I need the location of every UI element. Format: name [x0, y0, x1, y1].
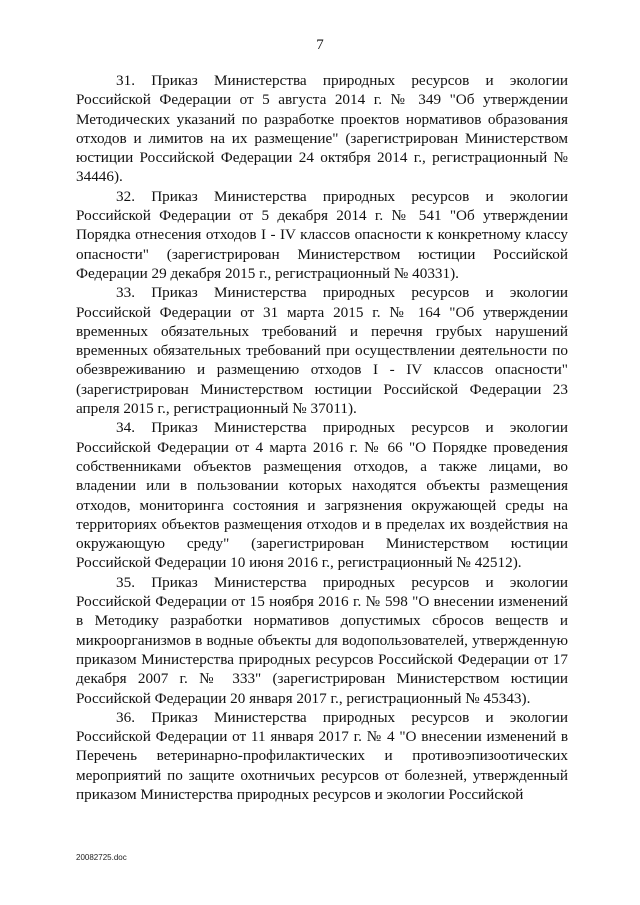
document-file-code: 20082725.doc — [76, 853, 127, 862]
item-number: 36. — [116, 708, 135, 726]
item-text: Приказ Министерства природных ресурсов и экологии Российской Федерации от 15 ноября 2016 г. № 598 "О внесении изменений в Методику разработки нормативов допустимых сбросов веществ и микроорганизмов в водные объекты для водопользователей, утвержденную приказом Министерства природных ресурсов Российской Федерации от 17 декабря 2007 г. № 333" (зарегистрирован Министерством юстиции Российской Федерации 20 января 2017 г., регистрационный № 45343). — [76, 573, 569, 707]
item-text: Приказ Министерства природных ресурсов и экологии Российской Федерации от 5 декабря 2014 г. № 541 "Об утверждении Порядка отнесения отходов I - IV классов опасности к конкретному классу опасности" (зарегистрирован Министерством юстиции Российской Федерации 29 декабря 2015 г., регистрационный № 40331). — [76, 187, 569, 282]
item-number: 33. — [116, 284, 135, 302]
page-number: 7 — [316, 37, 324, 53]
list-item — [76, 708, 568, 804]
list-item — [76, 187, 568, 283]
item-text: Приказ Министерства природных ресурсов и экологии Российской Федерации от 11 января 2017 г. № 4 "О внесении изменений в Перечень ветеринарно-профилактических и противоэпизоотических мероприятий по защите охотничьих ресурсов от болезней, утвержденный приказом Министерства природных ресурсов и экологии Российской — [76, 708, 569, 803]
list-item — [76, 418, 568, 572]
list-item — [76, 71, 568, 187]
item-text: Приказ Министерства природных ресурсов и экологии Российской Федерации от 4 марта 2016 г. № 66 "О Порядке проведения собственниками объектов размещения отходов, а также лицами, во владении или в пользовании которых находятся объекты размещения отходов, мониторинга состояния и загрязнения окружающей среды на территориях объектов размещения отходов и в пределах их воздействия на окружающую среду" (зарегистрирован Министерством юстиции Российской Федерации 10 июня 2016 г., регистрационный № 42512). — [76, 419, 569, 572]
document-body — [76, 71, 568, 804]
item-number: 34. — [116, 419, 135, 437]
list-item — [76, 283, 568, 418]
item-text: Приказ Министерства природных ресурсов и экологии Российской Федерации от 31 марта 2015 г. № 164 "Об утверждении временных обязательных требований и перечня грубых нарушений временных обязательных требований при осуществлении деятельности по обезвреживанию и размещению отходов I - IV классов опасности" (зарегистрирован Министерством юстиции Российской Федерации 23 апреля 2015 г., регистрационный № 37011). — [76, 284, 569, 418]
item-text: Приказ Министерства природных ресурсов и экологии Российской Федерации от 5 августа 2014 г. № 349 "Об утверждении Методических указаний по разработке проектов нормативов образования отходов и лимитов на их размещение" (зарегистрирован Министерством юстиции Российской Федерации 24 октября 2014 г., регистрационный № 34446). — [76, 72, 569, 186]
list-item — [76, 573, 568, 708]
item-number: 31. — [116, 72, 135, 89]
item-number: 35. — [116, 573, 135, 591]
item-number: 32. — [116, 187, 135, 205]
